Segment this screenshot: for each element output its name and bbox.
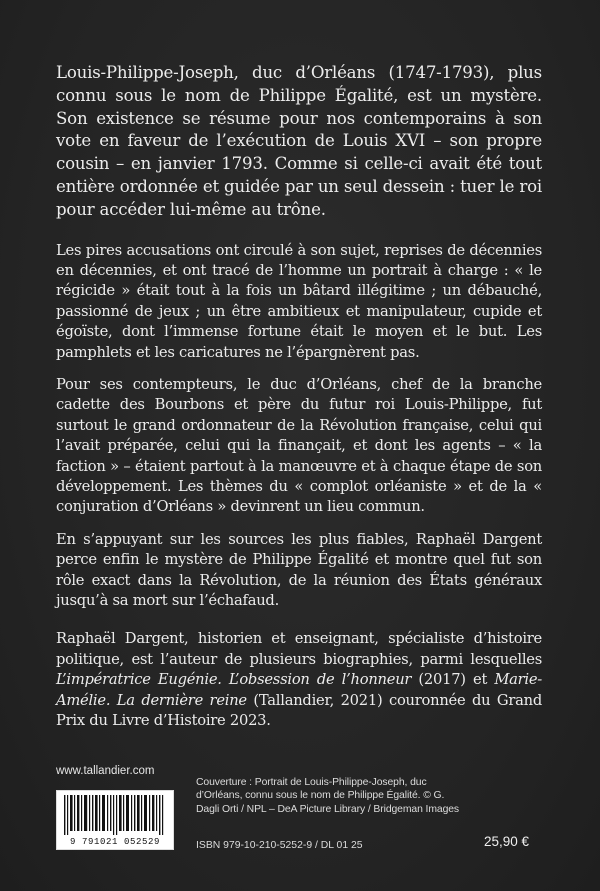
publisher-website: www.tallandier.com [56, 765, 155, 777]
summary-paragraph-accusations: Les pires accusations ont circulé à son sujet, reprises de décennies en décennies, et ont tracé de l’homme un portrait à charge : « le régicide » était tout à la fois un bâtard illégitime ; un débauché, passionné de jeux ; un être ambitieux et manipulateur, cupide et égoïste, dont l’immense fortune était le moyen et le but. Les pamphlets et les caricatures ne l’épargnèrent pas. [56, 241, 542, 361]
barcode [56, 790, 174, 850]
barcode-digits: 9 791021 052529 [69, 837, 160, 847]
book-title-marie-amelie: Marie-Amélie. La dernière reine [56, 671, 542, 709]
author-bio-text: (Tallandier, 2021) couronnée du Grand Prix du Livre d’Histoire 2023. [56, 691, 542, 730]
isbn: ISBN 979-10-210-5252-9 / DL 01 25 [196, 840, 363, 851]
summary-paragraph-contempteurs: Pour ses contempteurs, le duc d’Orléans, chef de la branche cadette des Bourbons et père du futur roi Louis-Philippe, fut surtout le grand ordonnateur de la Révolution française, celui qui l’avait préparée, celui qui la finançait, et dont les agents – « la faction » – étaient partout à la manœuvre et à chaque étape de son développement. Les thèmes du « complot orléaniste » et de la « conjuration d’Orléans » devinrent un lieu commun. [56, 376, 542, 516]
lead-paragraph: Louis-Philippe-Joseph, duc d’Orléans (1747-1793), plus connu sous le nom de Philippe Égalité, est un mystère. Son existence se résume pour nos contemporains à son vote en faveur de l’exécution de Louis XVI – son propre cousin – en janvier 1793. Comme si celle-ci avait été tout entière ordonnée et guidée par un seul dessein : tuer le roi pour accéder lui-même au trône. [56, 63, 542, 219]
cover-credit: Couverture : Portrait de Louis-Philippe-Joseph, duc d’Orléans, connu sous le nom de Philippe Égalité. © G. Dagli Orti / NPL – DeA Picture Library / Bridgeman Images [196, 777, 460, 815]
summary-paragraph-sources: En s’appuyant sur les sources les plus fiables, Raphaël Dargent perce enfin le mystère de Philippe Égalité et montre quel fut son rôle exact dans la Révolution, de la réunion des États généraux jusqu’à sa mort sur l’échafaud. [56, 530, 542, 610]
author-bio-text: Raphaël Dargent, historien et enseignant, spécialiste d’histoire politique, est l’auteur de plusieurs biographies, parmi lesquelles [56, 630, 542, 668]
barcode-bars-icon [64, 795, 166, 835]
back-cover-text [56, 62, 542, 744]
author-bio-text: (2017) et [411, 671, 495, 689]
book-title-eugenie: L’impératrice Eugénie. L’obsession de l’honneur [56, 671, 412, 689]
author-bio [56, 629, 542, 731]
price: 25,90 € [484, 834, 530, 849]
